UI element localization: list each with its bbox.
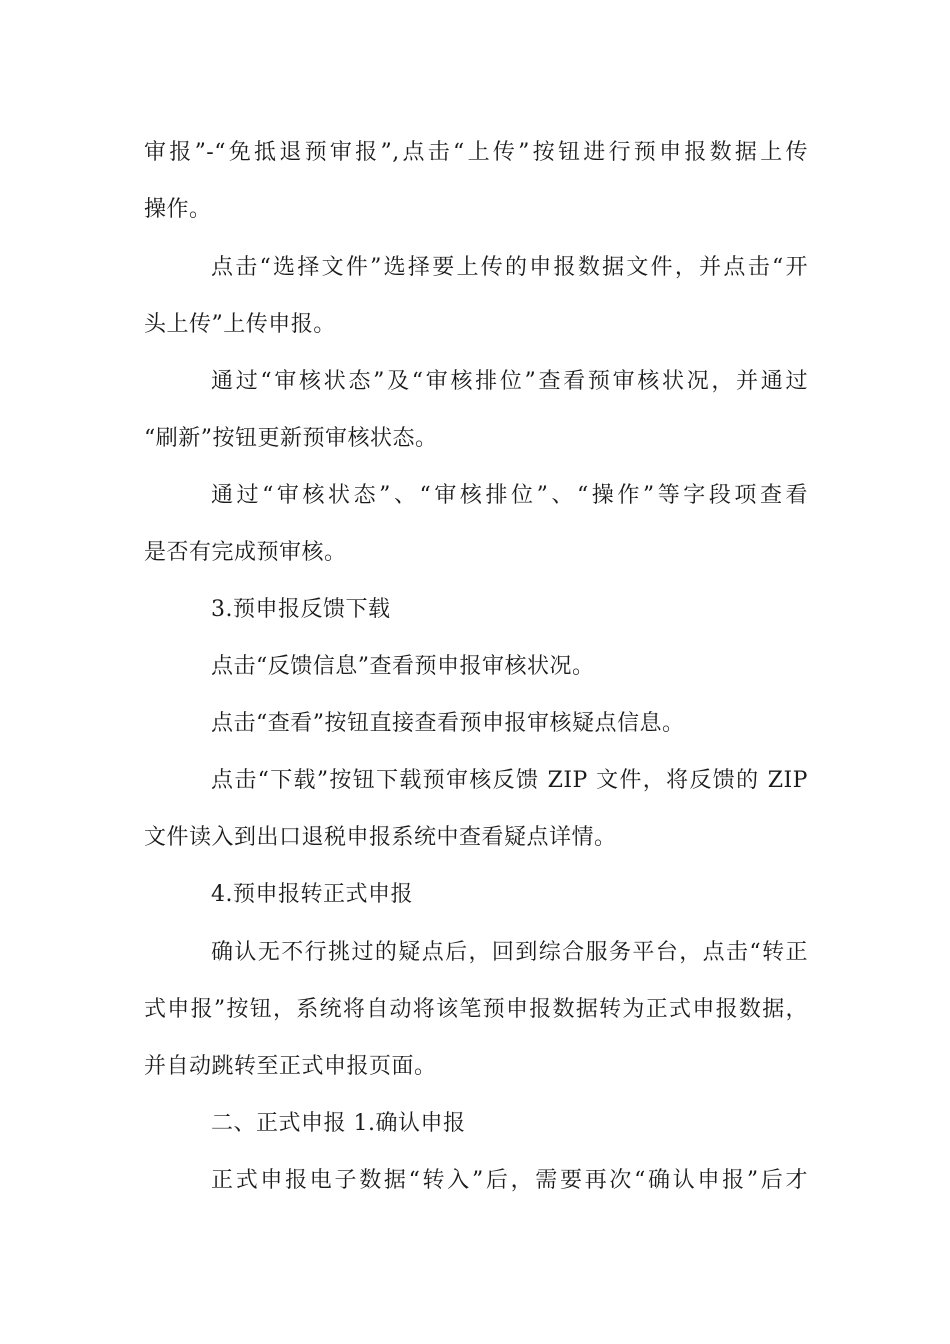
paragraph-line: 正式申报电子数据“转入”后，需要再次“确认申报”后才	[211, 1168, 808, 1193]
section-heading: 二、正式申报 1.确认申报	[211, 1111, 466, 1136]
paragraph-line: 确认无不行挑过的疑点后，回到综合服务平台，点击“转正	[211, 940, 808, 965]
paragraph-line: 并自动跳转至正式申报页面。	[144, 1054, 437, 1079]
paragraph-line: 操作。	[144, 197, 212, 222]
paragraph-line: 点击“选择文件”选择要上传的申报数据文件，并点击“开	[211, 255, 808, 280]
paragraph-line: 通过“审核状态”及“审核排位”查看预审核状况，并通过	[211, 369, 808, 394]
paragraph-line: 式申报”按钮，系统将自动将该笔预申报数据转为正式申报数据，	[144, 997, 808, 1022]
paragraph-line: 通过“审核状态”、“审核排位”、“操作”等字段项查看	[211, 483, 808, 508]
paragraph-line: 点击“下载”按钮下载预审核反馈 ZIP 文件，将反馈的 ZIP	[211, 768, 808, 793]
paragraph-line: 点击“反馈信息”查看预申报审核状况。	[211, 654, 595, 679]
paragraph-line: 是否有完成预审核。	[144, 540, 347, 565]
paragraph-line: 文件读入到出口退税申报系统中查看疑点详情。	[144, 825, 617, 850]
paragraph-line: “刷新”按钮更新预审核状态。	[144, 426, 438, 451]
section-heading: 4.预申报转正式申报	[211, 882, 413, 907]
section-heading: 3.预申报反馈下载	[211, 597, 391, 622]
paragraph-line: 审报”-“免抵退预审报”,点击“上传”按钮进行预申报数据上传	[144, 140, 808, 165]
paragraph-line: 点击“查看”按钮直接查看预申报审核疑点信息。	[211, 711, 685, 736]
paragraph-line: 头上传”上传申报。	[144, 312, 336, 337]
